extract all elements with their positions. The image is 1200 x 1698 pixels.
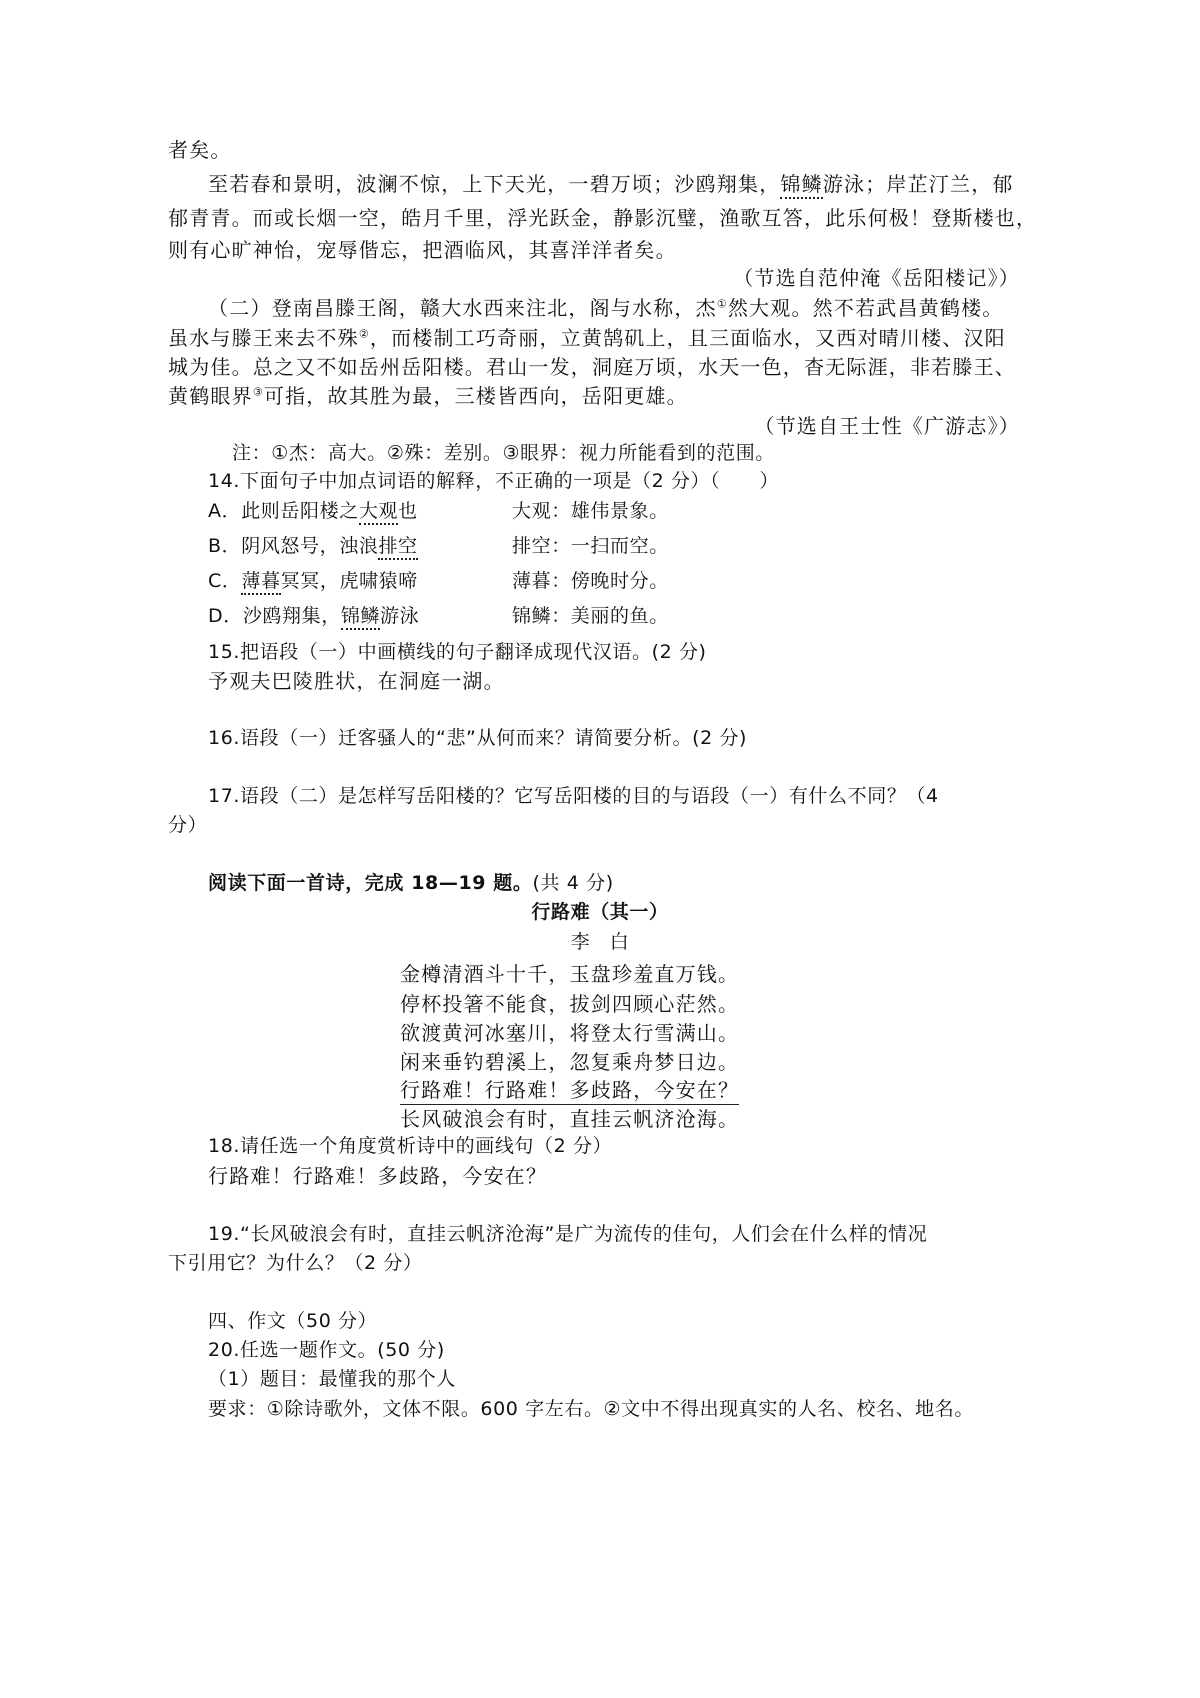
passage1-paragraph2-line1: [208, 168, 1014, 197]
intro-rest: (共 4 分): [532, 872, 614, 894]
question-14-option-b-explanation: 排空：一扫而空。: [512, 535, 669, 557]
poem-line: 闲来垂钓碧溪上，忽复乘舟梦日边。: [400, 1050, 740, 1074]
passage1-tail: 者矣。: [168, 138, 232, 162]
option-text: C．: [208, 570, 242, 592]
footnote-mark: ①: [716, 297, 728, 311]
option-text: A．此则岳阳楼之: [208, 500, 359, 522]
text-segment: 黄鹤眼界: [168, 384, 253, 408]
question-20-stem: 20.任选一题作文。(50 分): [208, 1339, 445, 1361]
passage2-line1: [208, 292, 1003, 321]
option-text: 冥冥，虎啸猿啼: [280, 570, 418, 592]
question-16-stem: 16.语段（一）迁客骚人的“悲”从何而来？请简要分析。(2 分): [208, 727, 748, 749]
question-14-option-b: [208, 531, 418, 558]
passage1-paragraph2-line2: 郁青青。而或长烟一空，皓月千里，浮光跃金，静影沉璧，渔歌互答，此乐何极！登斯楼也，: [168, 206, 1038, 230]
poem-line: 停杯投箸不能食，拔剑四顾心茫然。: [400, 992, 740, 1016]
composition-topic-1: （1）题目：最懂我的那个人: [208, 1368, 456, 1390]
dotted-word: 大观: [359, 500, 398, 525]
option-text: 游泳: [380, 605, 420, 627]
footnote-mark: ②: [358, 327, 370, 341]
poem-section-intro: [208, 868, 614, 895]
question-17-stem-line2: 分）: [168, 814, 208, 836]
question-17-stem-line1: 17.语段（二）是怎样写岳阳楼的？它写岳阳楼的目的与语段（一）有什么不同？（4: [208, 785, 939, 807]
passage2-line2: [168, 322, 1006, 351]
dotted-word: 排空: [378, 535, 417, 560]
question-14-option-c: [208, 566, 418, 593]
text-segment: 可指，故其胜为最，三楼皆西向，岳阳更雄。: [263, 384, 688, 408]
dotted-word: 锦鳞: [780, 172, 822, 199]
intro-bold: 阅读下面一首诗，完成 18—19 题。: [208, 872, 533, 894]
question-18-sentence: 行路难！行路难！多歧路，今安在？: [208, 1164, 548, 1188]
question-14-option-a: [208, 496, 418, 523]
option-text: D．沙鸥翔集，: [208, 605, 341, 627]
poem-author: 李 白: [570, 931, 630, 953]
passage1-paragraph2-line3: 则有心旷神怡，宠辱偕忘，把酒临风，其喜洋洋者矣。: [168, 238, 677, 262]
text-segment: 然大观。然不若武昌黄鹤楼。: [727, 296, 1004, 320]
question-18-stem: 18.请任选一个角度赏析诗中的画线句（2 分）: [208, 1135, 613, 1157]
question-14-stem: 14.下面句子中加点词语的解释，不正确的一项是（2 分）（ ）: [208, 470, 780, 492]
question-14-option-c-explanation: 薄暮：傍晚时分。: [512, 570, 669, 592]
question-14-option-d-explanation: 锦鳞：美丽的鱼。: [512, 605, 669, 627]
question-15-stem: 15.把语段（一）中画横线的句子翻译成现代汉语。(2 分): [208, 641, 707, 663]
question-15-sentence: 予观夫巴陵胜状，在洞庭一湖。: [208, 669, 505, 693]
poem-title: 行路难（其一）: [531, 901, 669, 923]
composition-heading: 四、作文（50 分）: [208, 1310, 378, 1332]
option-text: 也: [398, 500, 418, 522]
option-text: B．阴风怒号，浊浪: [208, 535, 379, 557]
underlined-text: 行路难！行路难！多歧路，今安在？: [400, 1078, 739, 1105]
text-segment: （二）登南昌滕王阁，赣大水西来注北，阁与水称，杰: [208, 296, 717, 320]
footnote-mark: ③: [252, 385, 264, 399]
composition-requirement: 要求：①除诗歌外，文体不限。600 字左右。②文中不得出现真实的人名、校名、地名。: [208, 1398, 974, 1420]
question-14-option-a-explanation: 大观：雄伟景象。: [512, 500, 669, 522]
text-segment: 虽水与滕王来去不殊: [168, 326, 359, 350]
poem-line: 欲渡黄河冰塞川，将登太行雪满山。: [400, 1021, 740, 1045]
question-19-stem-line2: 下引用它？为什么？（2 分）: [168, 1252, 423, 1274]
poem-line: 金樽清酒斗十千，玉盘珍羞直万钱。: [400, 962, 740, 986]
poem-line: 长风破浪会有时，直挂云帆济沧海。: [400, 1107, 740, 1131]
passage2-line4: [168, 380, 688, 409]
poem-line-underlined: [400, 1074, 739, 1103]
question-14-option-d: [208, 601, 419, 628]
text-segment: 至若春和景明，波澜不惊，上下天光，一碧万顷；沙鸥翔集，: [208, 172, 781, 196]
question-19-stem-line1: 19.“长风破浪会有时，直挂云帆济沧海”是广为流传的佳句，人们会在什么样的情况: [208, 1223, 928, 1245]
dotted-word: 薄暮: [241, 570, 280, 595]
passage2-footnote: 注：①杰：高大。②殊：差别。③眼界：视力所能看到的范围。: [232, 442, 775, 464]
passage2-line3: 城为佳。总之又不如岳州岳阳楼。君山一发，洞庭万顷，水天一色，杳无际涯，非若滕王、: [168, 355, 1016, 379]
text-segment: 游泳；岸芷汀兰，郁: [822, 172, 1014, 196]
text-segment: ，而楼制工巧奇丽，立黄鹄矶上，且三面临水，又西对晴川楼、汉阳: [369, 326, 1006, 350]
dotted-word: 锦鳞: [341, 605, 380, 630]
passage2-source: （节选自王士性《广游志》）: [754, 414, 1020, 438]
passage1-source: （节选自范仲淹《岳阳楼记》）: [733, 266, 1020, 290]
